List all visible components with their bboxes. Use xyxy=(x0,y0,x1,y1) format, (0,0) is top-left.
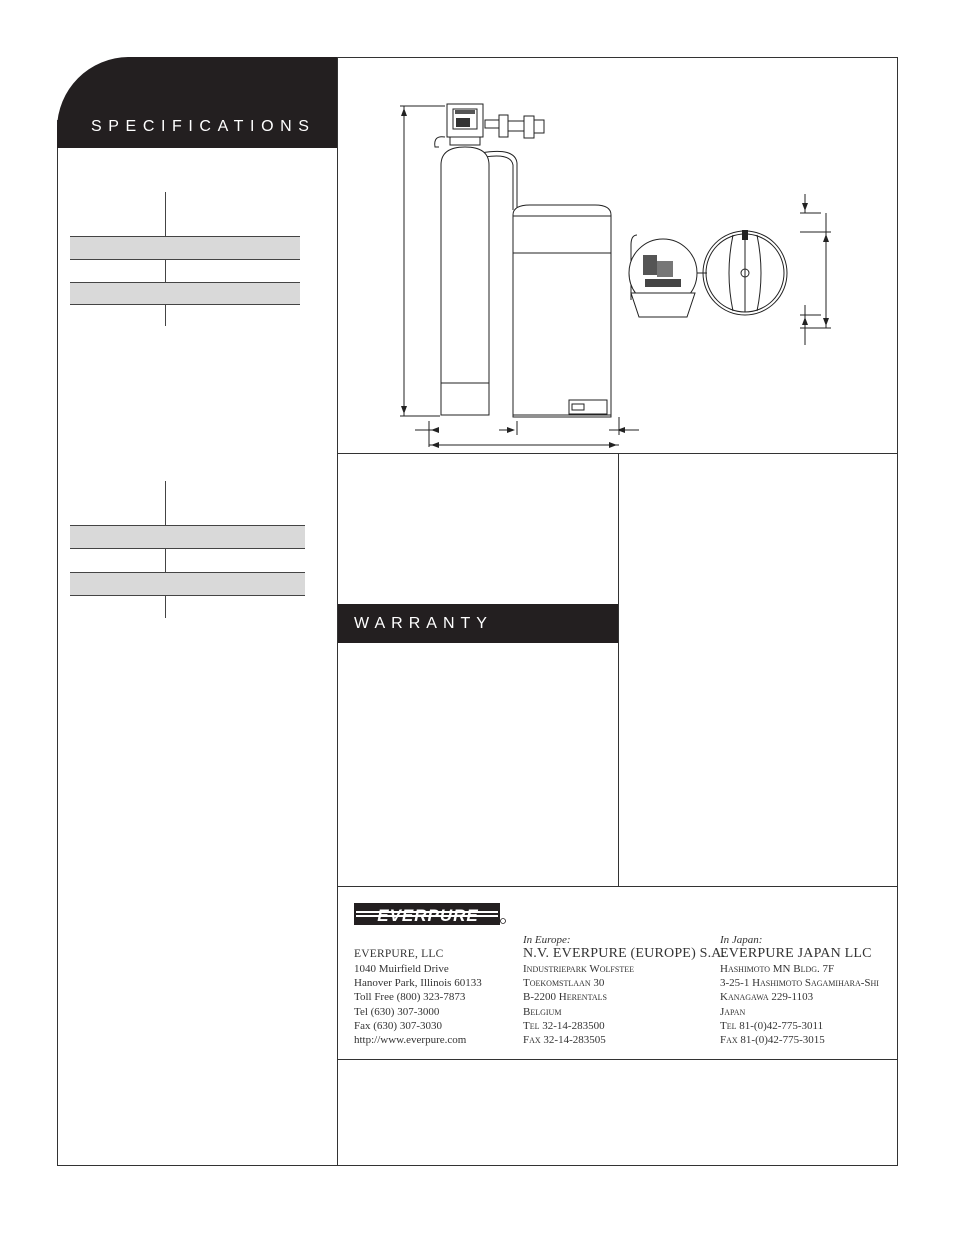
table-column-divider xyxy=(165,481,166,618)
specifications-header xyxy=(57,57,337,148)
japan-address-line: Kanagawa 229-1103 xyxy=(720,991,814,1004)
frame-bottom xyxy=(57,1165,898,1166)
contact-bottom-rule xyxy=(337,1059,898,1060)
europe-region-label: In Europe: xyxy=(523,934,571,946)
us-fax: Fax (630) 307-3030 xyxy=(354,1019,442,1032)
us-company: EVERPURE, LLC xyxy=(354,948,444,960)
text-column-divider xyxy=(618,453,619,886)
warranty-title: WARRANTY xyxy=(354,615,493,632)
europe-address-line: Toekomstlaan 30 xyxy=(523,977,605,990)
us-website-link[interactable]: http://www.everpure.com xyxy=(354,1034,467,1047)
europe-address-line: Industriepark Wolfstee xyxy=(523,963,634,975)
us-address-line: 1040 Muirfield Drive xyxy=(354,963,449,975)
frame-right xyxy=(897,57,898,1165)
frame-top xyxy=(337,57,898,58)
warranty-header xyxy=(338,604,618,643)
table-row xyxy=(70,236,300,260)
us-toll-free: Toll Free (800) 323-7873 xyxy=(354,991,466,1004)
logo-text: EVERPURE xyxy=(377,906,479,925)
everpure-logo xyxy=(354,899,506,929)
table-row xyxy=(70,572,305,596)
japan-address-line: 3-25-1 Hashimoto Sagamihara-Shi xyxy=(720,977,879,990)
water-softener-diagram xyxy=(395,95,845,455)
table-row xyxy=(70,525,305,549)
europe-company: N.V. EVERPURE (EUROPE) S.A. xyxy=(523,946,726,961)
contact-top-rule xyxy=(337,886,898,887)
specifications-title: SPECIFICATIONS xyxy=(91,118,316,135)
europe-address-line: B-2200 Herentals xyxy=(523,991,607,1004)
europe-tel: Tel 32-14-283500 xyxy=(523,1019,605,1032)
europe-country: Belgium xyxy=(523,1005,562,1018)
japan-tel: Tel 81-(0)42-775-3011 xyxy=(720,1019,824,1032)
europe-fax: Fax 32-14-283505 xyxy=(523,1034,606,1047)
contact-europe xyxy=(523,934,725,1047)
table-row xyxy=(70,282,300,305)
japan-region-label: In Japan: xyxy=(720,934,763,946)
contact-us xyxy=(354,946,482,1047)
us-tel: Tel (630) 307-3000 xyxy=(354,1005,440,1018)
japan-fax: Fax 81-(0)42-775-3015 xyxy=(720,1034,825,1047)
frame-left xyxy=(57,120,58,1166)
japan-company: EVERPURE JAPAN LLC xyxy=(720,946,872,961)
japan-address-line: Hashimoto MN Bldg. 7F xyxy=(720,963,835,975)
japan-country: Japan xyxy=(720,1005,746,1018)
contact-japan xyxy=(720,934,879,1047)
us-address-line: Hanover Park, Illinois 60133 xyxy=(354,977,482,990)
